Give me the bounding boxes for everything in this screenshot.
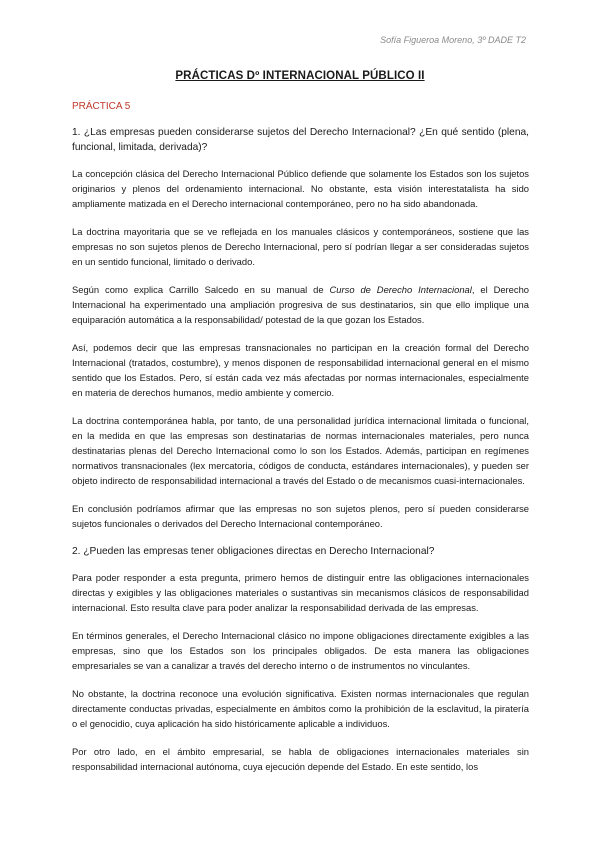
paragraph [72, 282, 529, 327]
section-heading: PRÁCTICA 5 [72, 101, 131, 112]
book-title: Curso de Derecho Internacional [329, 284, 472, 295]
author-header: Sofía Figueroa Moreno, 3º DADE T2 [380, 35, 526, 45]
paragraph: En términos generales, el Derecho Internacional clásico no impone obligaciones directamente exigibles a las empresas, sino que los Estados son los principales obligados. De esta manera las obligaciones empresariales se van a canalizar a través del derecho interno o de instrumentos no vinculantes. [72, 630, 529, 671]
paragraph: En conclusión podríamos afirmar que las empresas no son sujetos plenos, pero sí pueden considerarse sujetos funcionales o derivados del Derecho Internacional contemporáneo. [72, 503, 529, 529]
question-1: 1. ¿Las empresas pueden considerarse sujetos del Derecho Internacional? ¿En qué sentido (plena, funcional, limitada, derivada)? [72, 127, 529, 153]
paragraph: Para poder responder a esta pregunta, primero hemos de distinguir entre las obligaciones internacionales directas y exigibles y las obligaciones materiales o sustantivas sin mecanismos clásicos de responsabilidad internacional. Esto resulta clave para poder analizar la responsabilidad derivada de las empresas. [72, 572, 529, 613]
document-title: PRÁCTICAS Dº INTERNACIONAL PÚBLICO II [175, 70, 425, 82]
paragraph-text: Según como explica Carrillo Salcedo en su manual de [72, 284, 330, 295]
paragraph: No obstante, la doctrina reconoce una evolución significativa. Existen normas internacionales que regulan directamente conductas privadas, especialmente en ámbitos como la prohibición de la esclavitud, la piratería o el genocidio, cuya aplicación ha sido históricamente aplicable a individuos. [72, 688, 529, 729]
paragraph: La doctrina contemporánea habla, por tanto, de una personalidad jurídica internacional limitada o funcional, en la medida en que las empresas son destinatarias de normas internacionales materiales, pero nunca destinatarias plenas del Derecho Internacional como lo son los Estados. Además, participan en regímenes normativos transnacionales (lex mercatoria, códigos de conducta, estándares internacionales), y pueden ser objeto indirecto de responsabilidad internacional a través del Estado o de mecanismos cuasi-internacionales. [72, 415, 529, 486]
paragraph: La doctrina mayoritaria que se ve reflejada en los manuales clásicos y contemporáneos, sostiene que las empresas no son sujetos plenos de Derecho Internacional, pero sí podrían llegar a ser consideradas sujetos en un sentido funcional, limitado o derivado. [72, 226, 529, 267]
paragraph: Por otro lado, en el ámbito empresarial, se habla de obligaciones internacionales materiales sin responsabilidad internacional autónoma, cuya ejecución depende del Estado. En este sentido, los [72, 746, 529, 772]
paragraph: Así, podemos decir que las empresas transnacionales no participan en la creación formal del Derecho Internacional (tratados, costumbre), y menos disponen de responsabilidad internacional general en el mismo sentido que los Estados. Pero, sí están cada vez más afectadas por normas internacionales, especialmente en materia de derechos humanos, medio ambiente y comercio. [72, 342, 529, 398]
paragraph: La concepción clásica del Derecho Internacional Público defiende que solamente los Estados son los sujetos originarios y plenos del ordenamiento internacional. No obstante, esta visión interestatalista ha sido ampliamente matizada en el Derecho internacional contemporáneo, pero no ha sido abandonada. [72, 168, 529, 209]
paragraph-text: , el Derecho Internacional ha experimentado una ampliación progresiva de sus destinatarios, sin que ello implique una equiparación automática a la responsabilidad/ potestad de la que gozan los Estados. [72, 284, 530, 325]
question-2: 2. ¿Pueden las empresas tener obligaciones directas en Derecho Internacional? [72, 546, 435, 557]
document-body [72, 101, 529, 787]
